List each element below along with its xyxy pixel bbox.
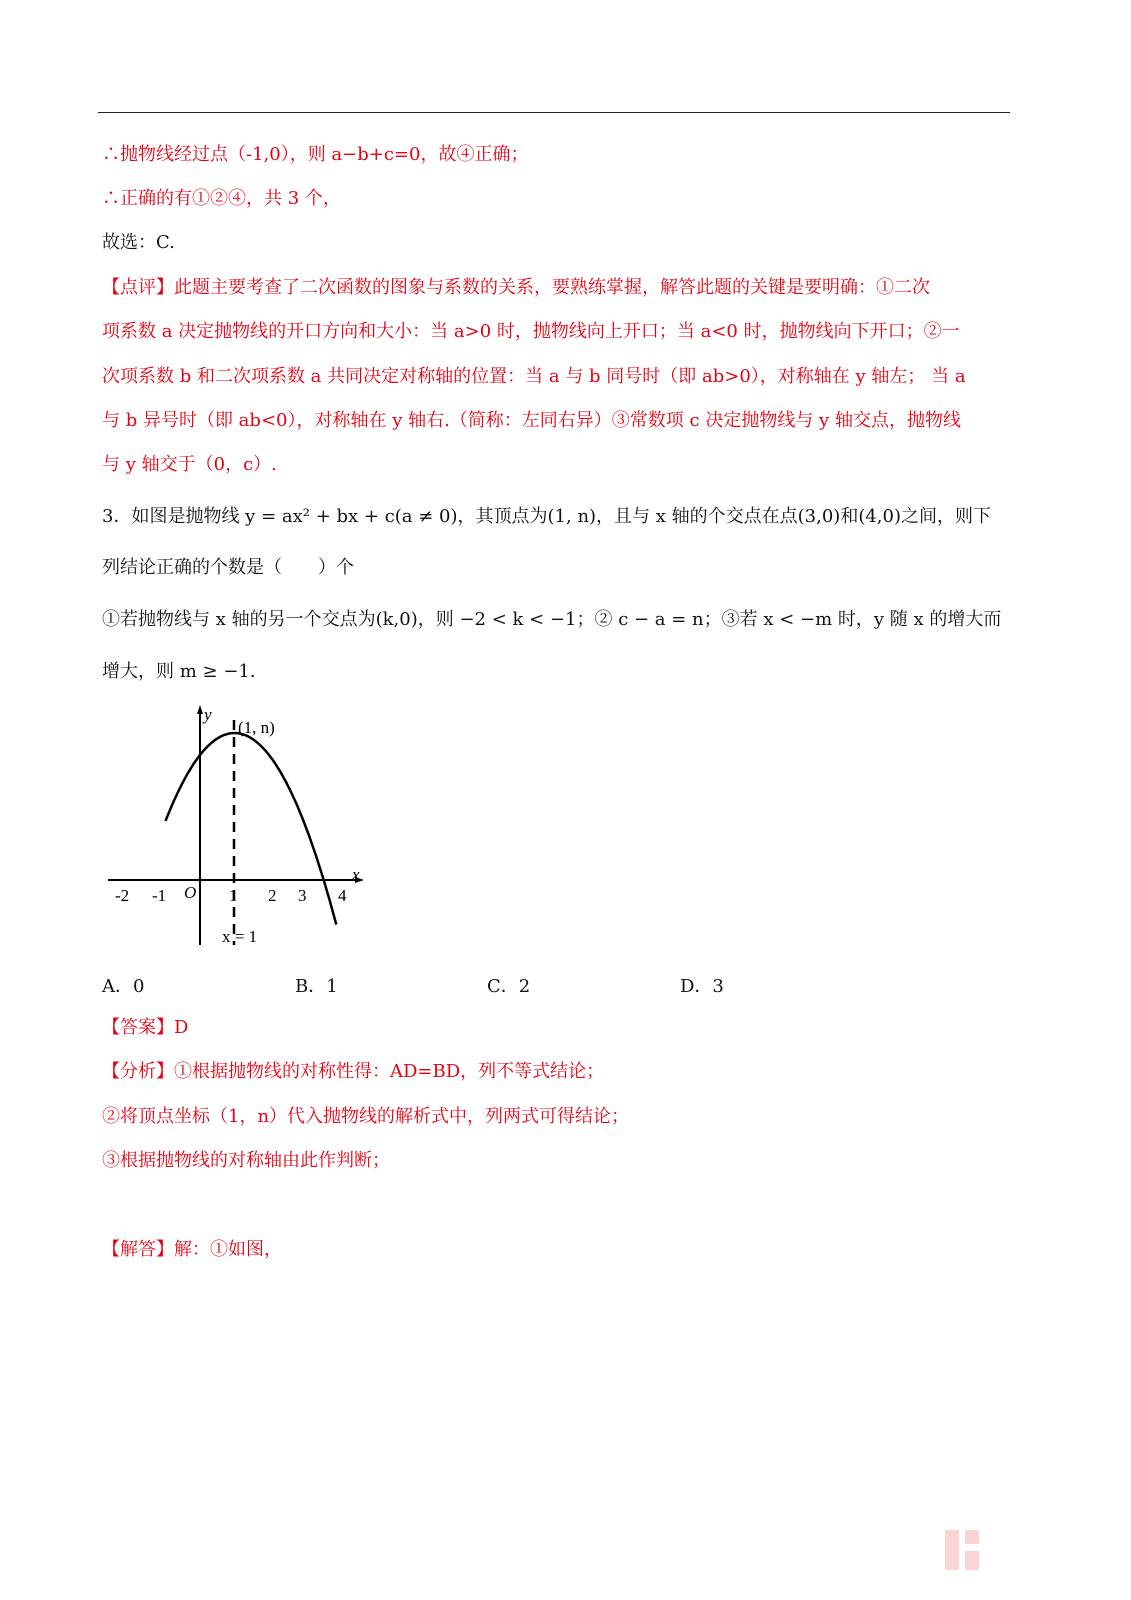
choice-line: 故选：C. [102, 232, 175, 253]
comment-line: 【点评】此题主要考查了二次函数的图象与系数的关系，要熟练掌握，解答此题的关键是要明确：①二次 [102, 277, 930, 298]
axis-equation: x = 1 [222, 927, 258, 946]
option-d: D．3 [680, 976, 724, 997]
solution-line: 【解答】解：①如图， [102, 1239, 282, 1260]
comment-line: 次项系数 b 和二次项系数 a 共同决定对称轴的位置：当 a 与 b 同号时（即 ab>0），对称轴在 y 轴左； 当 a [102, 366, 966, 387]
option-a: A．0 [102, 976, 145, 997]
analysis-line: ③根据抛物线的对称轴由此作判断； [102, 1150, 390, 1171]
question-line: ①若抛物线与 x 轴的另一个交点为(k,0)，则 −2 < k < −1；② c − a = n；③若 x < −m 时，y 随 x 的增大而 [102, 609, 1002, 630]
tick-label: 3 [298, 886, 307, 905]
answer-line: 【答案】D [102, 1017, 189, 1038]
option-c: C．2 [487, 976, 531, 997]
header-rule [98, 112, 1010, 113]
vertex-label: (1, n) [238, 718, 275, 737]
tick-label: -1 [152, 886, 167, 905]
watermark-logo [945, 1525, 1115, 1580]
analysis-line: 【分析】①根据抛物线的对称性得：AD=BD，列不等式结论； [102, 1061, 605, 1082]
analysis-line: ②将顶点坐标（1，n）代入抛物线的解析式中，列两式可得结论； [102, 1106, 630, 1127]
question-line: 3．如图是抛物线 y = ax² + bx + c(a ≠ 0)，其顶点为(1, n)，且与 x 轴的个交点在点(3,0)和(4,0)之间，则下 [102, 506, 991, 527]
text-line: ∴抛物线经过点（-1,0），则 a−b+c=0，故④正确； [102, 144, 529, 165]
tick-label: -2 [115, 886, 130, 905]
comment-line: 与 b 异号时（即 ab<0），对称轴在 y 轴右.（简称：左同右异）③常数项 c 决定抛物线与 y 轴交点，抛物线 [102, 410, 961, 431]
tick-label: 1 [229, 886, 238, 905]
y-label: y [204, 705, 212, 724]
x-label: x [352, 865, 360, 884]
tick-label: 2 [268, 886, 277, 905]
text-line: ∴正确的有①②④，共 3 个， [102, 188, 341, 209]
question-line: 列结论正确的个数是（ ）个 [102, 557, 354, 578]
tick-label: 4 [338, 886, 347, 905]
parabola-figure [100, 700, 370, 950]
origin-label: O [184, 883, 197, 902]
question-line: 增大，则 m ≥ −1. [102, 661, 256, 682]
option-b: B．1 [295, 976, 338, 997]
comment-line: 项系数 a 决定抛物线的开口方向和大小：当 a>0 时，抛物线向上开口；当 a<0 时，抛物线向下开口；②一 [102, 321, 960, 342]
y-arrow [197, 705, 203, 714]
comment-line: 与 y 轴交于（0，c）. [102, 454, 277, 475]
